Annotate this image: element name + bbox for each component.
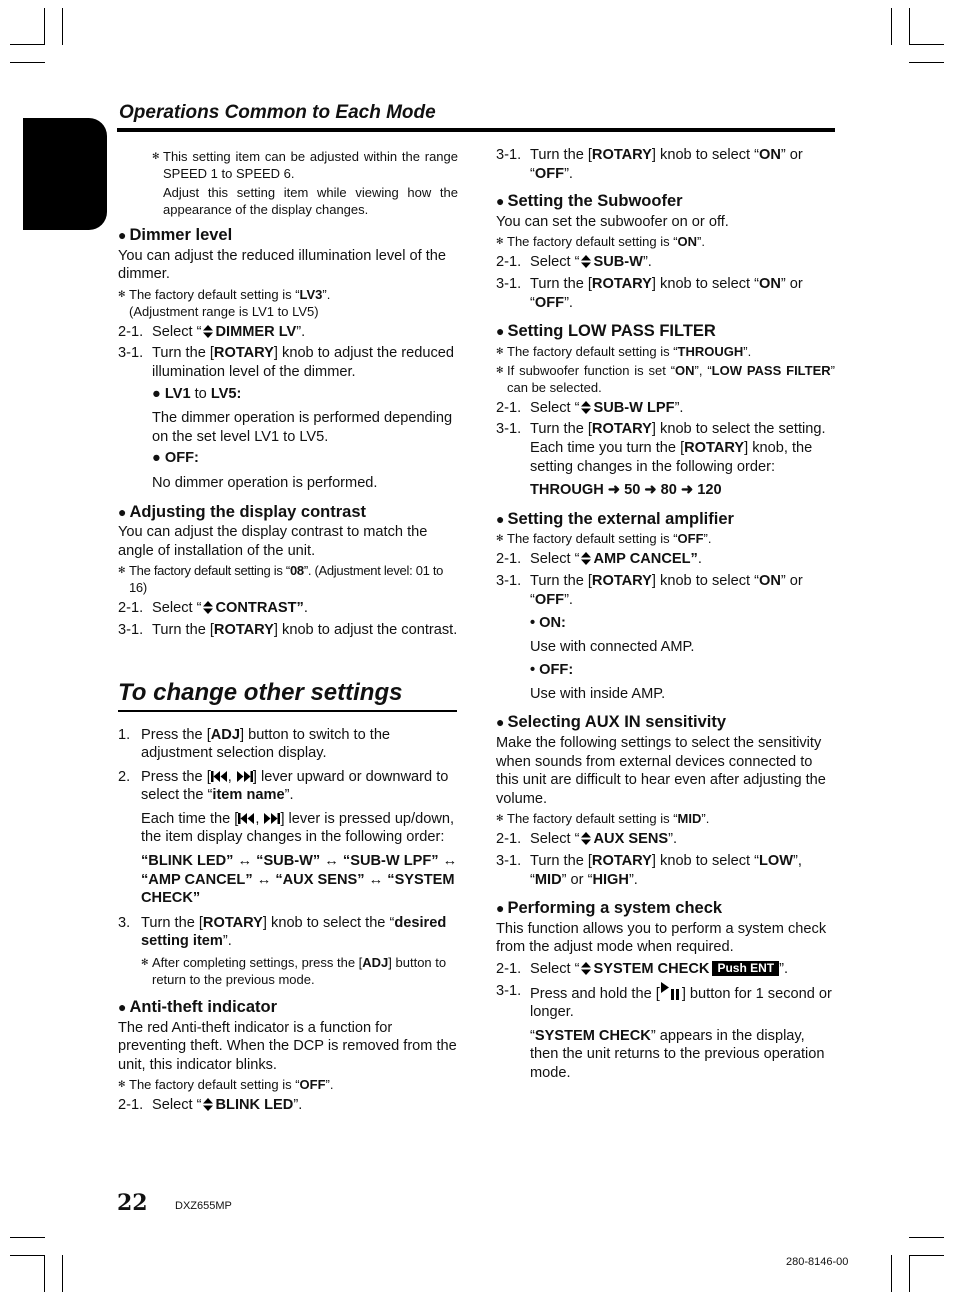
lpf-heading: ● Setting LOW PASS FILTER bbox=[496, 322, 716, 341]
crop-mark bbox=[909, 1255, 910, 1292]
bullet-icon: ● bbox=[118, 503, 127, 520]
asterisk-icon: ✻ bbox=[496, 533, 504, 544]
amp-option-off-desc: Use with inside AMP. bbox=[530, 685, 666, 702]
amp-step-2: 3-1. Turn the [ROTARY] knob to select “ON” or “OFF”. bbox=[496, 572, 803, 608]
asterisk-icon: ✻ bbox=[152, 151, 160, 161]
up-down-arrow-icon bbox=[581, 552, 591, 565]
speed-note-2: Adjust this setting item while viewing how the appearance of the display changes. bbox=[163, 185, 458, 217]
aux-step-1: 2-1. Select “ AUX SENS”. bbox=[496, 831, 678, 848]
dimmer-intro: You can adjust the reduced illumination level of the dimmer. bbox=[118, 247, 447, 283]
subwoofer-note: ✻ The factory default setting is “ON”. bbox=[496, 234, 705, 250]
item-order-sequence: “BLINK LED” ↔ “SUB-W” ↔ “SUB-W LPF” ↔ “AMP CANCEL” ↔ “AUX SENS” ↔ “SYSTEM CHECK” bbox=[141, 853, 458, 907]
aux-heading: ● Selecting AUX IN sensitivity bbox=[496, 713, 727, 732]
double-arrow-icon: ↔ bbox=[368, 871, 384, 888]
asterisk-icon: ✻ bbox=[118, 1079, 126, 1090]
double-arrow-icon: ↔ bbox=[256, 871, 272, 888]
lpf-note-2: ✻ If subwoofer function is set “ON”, “LOW PASS FILTER” can be selected. bbox=[496, 362, 835, 395]
up-down-arrow-icon bbox=[581, 401, 591, 414]
skip-back-icon bbox=[238, 812, 255, 825]
bullet-icon: ● bbox=[118, 227, 127, 243]
amp-step-1: 2-1. Select “ AMP CANCEL”. bbox=[496, 551, 702, 568]
push-ent-badge: Push ENT bbox=[712, 961, 779, 976]
section-header: Operations Common to Each Mode bbox=[119, 102, 436, 123]
up-down-arrow-icon bbox=[581, 962, 591, 975]
syscheck-step-2: 3-1. Press and hold the [ ] button for 1 second or longer. bbox=[496, 982, 832, 1021]
language-label: English bbox=[54, 241, 85, 343]
aux-intro: Make the following settings to select the sensitivity when sounds from external devices connected to this unit are difficult to hear even after adjusting the volume. bbox=[496, 735, 826, 807]
amp-heading: ● Setting the external amplifier bbox=[496, 509, 734, 528]
subwoofer-step-1: 2-1. Select “ SUB-W”. bbox=[496, 254, 652, 271]
syscheck-step-1: 2-1. Select “ SYSTEM CHECK Push ENT ”. bbox=[496, 961, 789, 977]
asterisk-icon: ✻ bbox=[118, 565, 126, 576]
syscheck-heading: ● Performing a system check bbox=[496, 899, 723, 918]
other-settings-title: To change other settings bbox=[118, 678, 403, 706]
contrast-heading: ● Adjusting the display contrast bbox=[118, 502, 366, 521]
crop-mark bbox=[909, 44, 944, 45]
crop-mark bbox=[44, 8, 45, 45]
crop-mark bbox=[62, 8, 63, 45]
other-step-1: 1. Press the [ADJ] button to switch to the adjustment selection display. bbox=[118, 726, 391, 762]
crop-mark bbox=[891, 1255, 892, 1292]
dimmer-heading: ● Dimmer level bbox=[118, 226, 233, 244]
play-pause-icon bbox=[660, 982, 682, 1000]
lpf-step-1: 2-1. Select “ SUB-W LPF”. bbox=[496, 399, 684, 416]
aux-step-2: 3-1. Turn the [ROTARY] knob to select “LOW”, “MID” or “HIGH”. bbox=[496, 853, 802, 888]
amp-note: ✻ The factory default setting is “OFF”. bbox=[496, 531, 712, 547]
other-step-2-explain: Each time the [ , ] lever is pressed up/down, the item display changes in the following order: bbox=[141, 810, 455, 846]
contrast-intro: You can adjust the display contrast to match the angle of installation of the unit. bbox=[118, 524, 428, 559]
asterisk-icon: ✻ bbox=[496, 345, 504, 356]
contrast-step-1: 2-1. Select “ CONTRAST”. bbox=[118, 600, 308, 617]
bullet-icon: ● bbox=[496, 193, 505, 210]
up-down-arrow-icon bbox=[203, 601, 213, 614]
dimmer-option-off-desc: No dimmer operation is performed. bbox=[152, 474, 378, 491]
double-arrow-icon: ↔ bbox=[324, 853, 339, 870]
other-step-2: 2. Press the [ , ] lever upward or downward to select the “item name”. bbox=[118, 768, 449, 804]
skip-forward-icon bbox=[236, 770, 253, 783]
bullet-icon: ● bbox=[118, 999, 127, 1016]
bullet-icon: ● bbox=[496, 510, 505, 527]
asterisk-icon: ✻ bbox=[496, 364, 504, 375]
aux-note: ✻ The factory default setting is “MID”. bbox=[496, 811, 710, 827]
asterisk-icon: ✻ bbox=[141, 957, 149, 968]
skip-back-icon bbox=[211, 770, 228, 783]
dimmer-step-1: 2-1. Select “ DIMMER LV”. bbox=[118, 323, 306, 340]
crop-mark bbox=[909, 8, 910, 45]
double-arrow-icon: ↔ bbox=[237, 853, 253, 870]
title-rule bbox=[118, 710, 457, 712]
left-column bbox=[118, 146, 458, 1118]
crop-mark bbox=[44, 1255, 45, 1292]
syscheck-step-2-explain: “SYSTEM CHECK” appears in the display, then the unit returns to the previous operation mode. bbox=[530, 1027, 825, 1081]
up-down-arrow-icon bbox=[581, 255, 591, 268]
asterisk-icon: ✻ bbox=[496, 236, 504, 247]
right-column bbox=[496, 146, 835, 1086]
bullet-icon: ● bbox=[496, 714, 505, 731]
subwoofer-step-2: 3-1. Turn the [ROTARY] knob to select “ON” or “OFF”. bbox=[496, 275, 803, 311]
asterisk-icon: ✻ bbox=[118, 288, 126, 299]
subwoofer-intro: You can set the subwoofer on or off. bbox=[496, 213, 729, 230]
antitheft-step-1: 2-1. Select “ BLINK LED”. bbox=[118, 1097, 303, 1114]
bullet-icon: ● bbox=[152, 385, 165, 402]
crop-mark bbox=[10, 1237, 45, 1238]
page-number: 22 bbox=[117, 1190, 148, 1216]
lpf-step-2: 3-1. Turn the [ROTARY] knob to select the setting. Each time you turn the [ROTARY] knob, the setting changes in the following order: bbox=[496, 421, 826, 475]
amp-option-on-desc: Use with connected AMP. bbox=[530, 638, 695, 655]
bullet-icon: ● bbox=[496, 900, 505, 917]
dimmer-step-2: 3-1. Turn the [ROTARY] knob to adjust the reduced illumination level of the dimmer. bbox=[118, 345, 455, 380]
lpf-note-1: ✻ The factory default setting is “THROUGH”. bbox=[496, 343, 752, 359]
crop-mark bbox=[10, 1255, 45, 1256]
crop-mark bbox=[10, 62, 45, 63]
antitheft-intro: The red Anti-theft indicator is a function for preventing theft. When the DCP is removed from the unit, this indicator blinks. bbox=[118, 1019, 457, 1073]
crop-mark bbox=[62, 1255, 63, 1292]
crop-mark bbox=[891, 8, 892, 45]
crop-mark bbox=[10, 44, 45, 45]
up-down-arrow-icon bbox=[581, 832, 591, 845]
asterisk-icon: ✻ bbox=[496, 813, 504, 824]
antitheft-note: ✻ The factory default setting is “OFF”. bbox=[118, 1077, 334, 1093]
syscheck-intro: This function allows you to perform a system check from the adjust mode when required. bbox=[496, 920, 827, 956]
document-code: 280-8146-00 bbox=[786, 1256, 849, 1268]
skip-forward-icon bbox=[263, 812, 280, 825]
lpf-order: THROUGH ➜ 50 ➜ 80 ➜ 120 bbox=[530, 482, 722, 499]
top-step: 3-1. Turn the [ROTARY] knob to select “ON” or “OFF”. bbox=[496, 147, 803, 182]
crop-mark bbox=[909, 1237, 944, 1238]
model-number: DXZ655MP bbox=[175, 1200, 232, 1212]
bullet-icon: ● bbox=[152, 450, 165, 467]
contrast-note: ✻ The factory default setting is “08”. (Adjustment level: 01 to 16) bbox=[118, 563, 444, 596]
up-down-arrow-icon bbox=[203, 325, 213, 338]
subwoofer-heading: ● Setting the Subwoofer bbox=[496, 192, 683, 211]
dimmer-option-lv: ● LV1 to LV5: bbox=[152, 385, 242, 402]
double-arrow-icon: ↔ bbox=[442, 853, 458, 870]
dimmer-note: ✻ The factory default setting is “LV3”. (Adjustment range is LV1 to LV5) bbox=[118, 286, 331, 319]
antitheft-heading: ● Anti-theft indicator bbox=[118, 998, 278, 1017]
bullet-icon: ● bbox=[496, 323, 505, 340]
contrast-step-2: 3-1. Turn the [ROTARY] knob to adjust the contrast. bbox=[118, 621, 458, 638]
crop-mark bbox=[909, 1255, 944, 1256]
other-step-3: 3. Turn the [ROTARY] knob to select the “desired setting item”. bbox=[118, 914, 447, 950]
amp-option-on: • ON: bbox=[530, 615, 566, 632]
dimmer-option-off: ● OFF: bbox=[152, 450, 199, 467]
dimmer-option-lv-desc: The dimmer operation is performed depending on the set level LV1 to LV5. bbox=[152, 410, 453, 445]
amp-option-off: • OFF: bbox=[530, 662, 574, 679]
up-down-arrow-icon bbox=[203, 1098, 213, 1111]
crop-mark bbox=[909, 62, 944, 63]
speed-note: ✻ This setting item can be adjusted within the range SPEED 1 to SPEED 6. bbox=[152, 149, 458, 181]
language-tab bbox=[23, 118, 107, 343]
other-step-3-note: ✻ After completing settings, press the [ADJ] button to return to the previous mode. bbox=[141, 955, 447, 988]
header-rule bbox=[117, 128, 835, 132]
